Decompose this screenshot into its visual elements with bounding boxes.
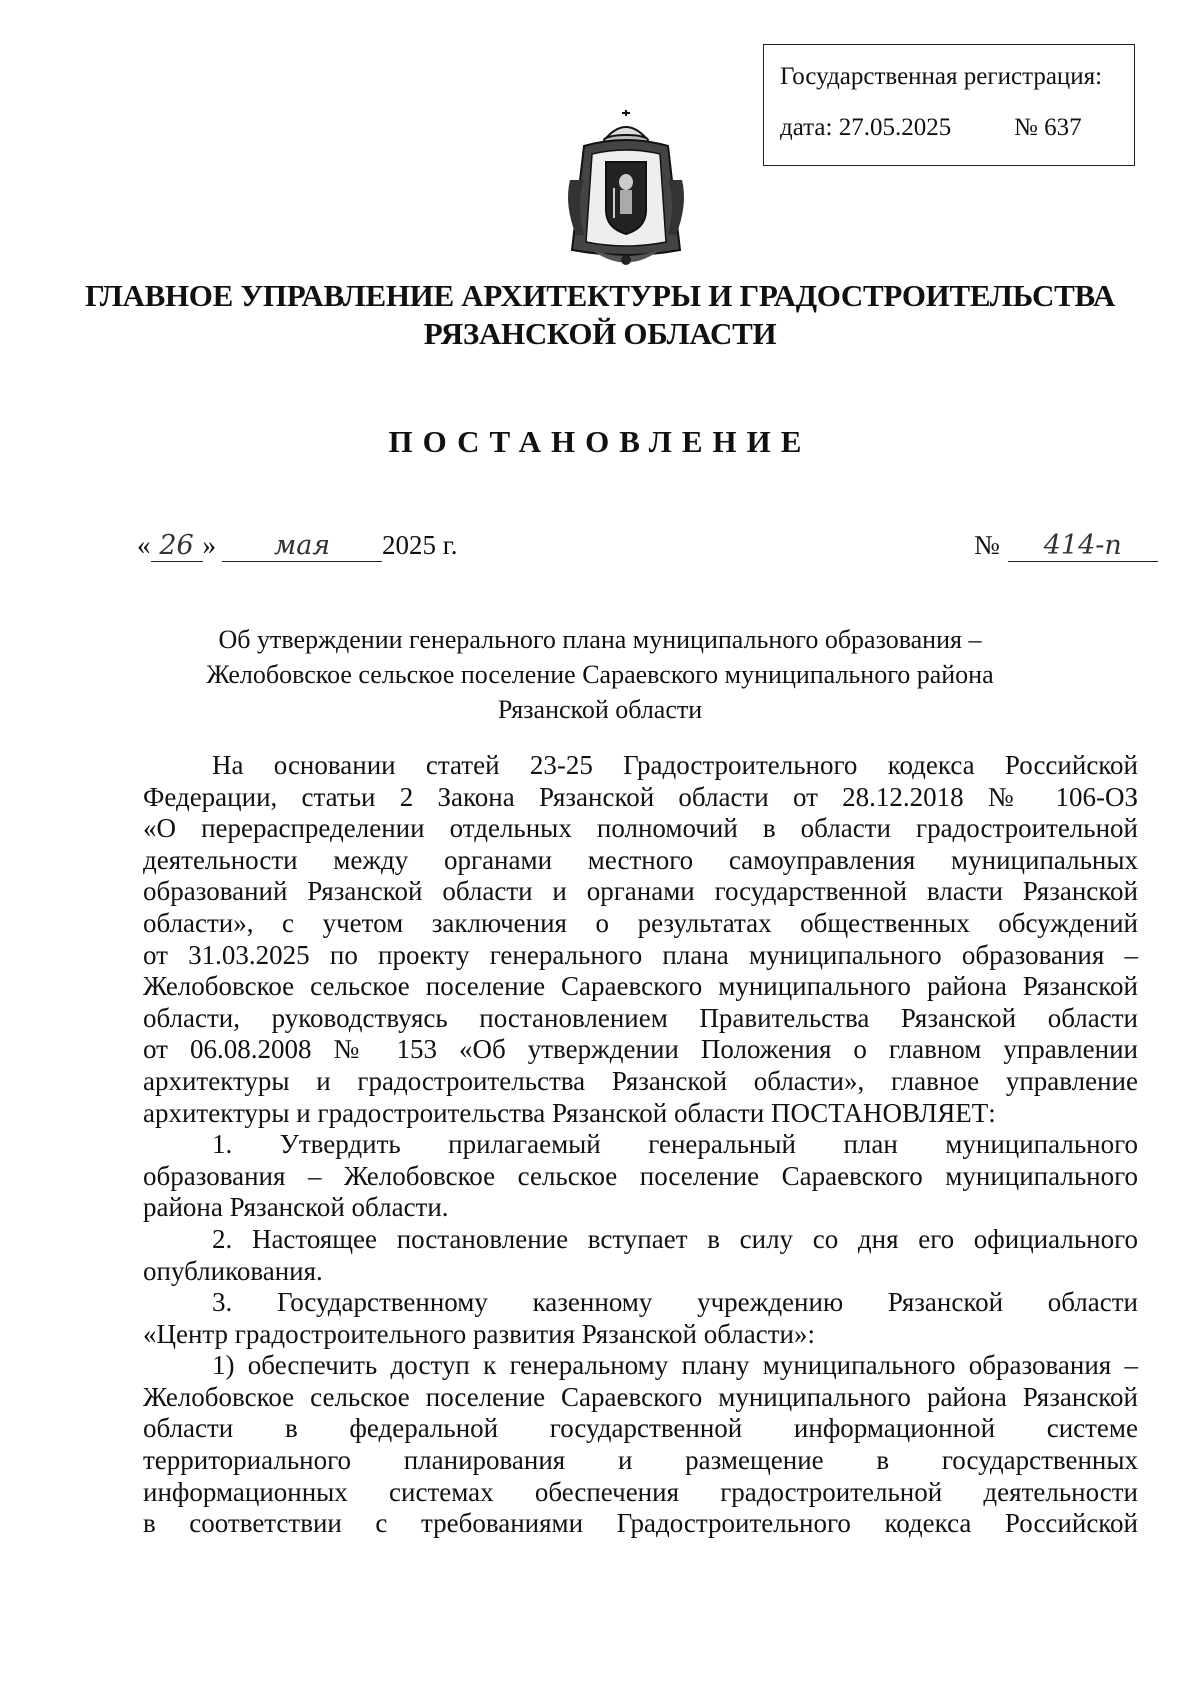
organization-name-line1: ГЛАВНОЕ УПРАВЛЕНИЕ АРХИТЕКТУРЫ И ГРАДОСТРОИТЕЛЬСТВА [84, 278, 1115, 313]
date-year: 2025 г. [382, 530, 458, 560]
document-number-label: № [974, 530, 1000, 560]
body-line: Федерации, статьи 2 Закона Рязанской области от 28.12.2018 № 106-ОЗ [143, 781, 1138, 812]
body-line: опубликования. [143, 1255, 323, 1286]
registration-stamp [763, 44, 1135, 166]
body-line: Желобовское сельское поселение Сараевского муниципального района Рязанской [143, 971, 1138, 1002]
body-line: «О перераспределении отдельных полномочий в области градостроительной [143, 813, 1138, 844]
date-open-quote: « [137, 530, 151, 560]
ryazan-coat-of-arms-icon [562, 110, 690, 275]
document-body [143, 750, 1138, 1540]
registration-number: № 637 [1014, 114, 1082, 141]
date-month-handwritten: мая [222, 530, 382, 562]
body-line: области в федеральной государственной информационной системе [143, 1413, 1138, 1444]
body-line: от 06.08.2008 № 153 «Об утверждении Положения о главном управлении [143, 1034, 1138, 1065]
document-subject [140, 622, 1060, 727]
document-type-heading: ПОСТАНОВЛЕНИЕ [388, 424, 812, 459]
subject-line: Об утверждении генерального плана муниципального образования – [218, 625, 982, 654]
body-line: 1) обеспечить доступ к генеральному плану муниципального образования – [212, 1350, 1138, 1381]
document-date [137, 530, 458, 562]
subject-line: Желобовское сельское поселение Сараевского муниципального района [206, 660, 994, 689]
document-number [974, 530, 1158, 562]
body-line: деятельности между органами местного самоуправления муниципальных [143, 844, 1138, 875]
registration-title: Государственная регистрация: [780, 63, 1103, 90]
body-line: архитектуры и градостроительства Рязанской области ПОСТАНОВЛЯЕТ: [143, 1097, 996, 1128]
body-line: образований Рязанской области и органами государственной власти Рязанской [143, 876, 1138, 907]
organization-name-line2: РЯЗАНСКОЙ ОБЛАСТИ [423, 316, 777, 351]
body-line: информационных системах обеспечения градостроительной деятельности [143, 1476, 1138, 1507]
body-line: архитектуры и градостроительства Рязанской области», главное управление [143, 1065, 1138, 1096]
body-line: 2. Настоящее постановление вступает в силу со дня его официального [212, 1223, 1138, 1254]
registration-date: дата: 27.05.2025 [780, 114, 952, 141]
body-line: 1. Утвердить прилагаемый генеральный план муниципального [212, 1129, 1138, 1160]
body-line: территориального планирования и размещение в государственных [143, 1445, 1138, 1476]
body-line: 3. Государственному казенному учреждению Рязанской области [212, 1287, 1138, 1318]
document-number-handwritten: 414-п [1008, 530, 1158, 562]
body-line: области», с учетом заключения о результатах общественных обсуждений [143, 907, 1138, 938]
body-line: от 31.03.2025 по проекту генерального плана муниципального образования – [143, 939, 1138, 970]
subject-line: Рязанской области [497, 695, 703, 724]
body-line: На основании статей 23-25 Градостроительного кодекса Российской [212, 750, 1138, 780]
body-line: района Рязанской области. [143, 1192, 449, 1223]
body-line: в соответствии с требованиями Градостроительного кодекса Российской [143, 1508, 1138, 1539]
date-day-handwritten: 26 [151, 530, 203, 562]
body-line: Желобовское сельское поселение Сараевского муниципального района Рязанской [143, 1381, 1138, 1412]
date-close-quote: » [202, 530, 216, 560]
body-line: образования – Желобовское сельское поселение Сараевского муниципального [143, 1160, 1138, 1191]
body-line: области, руководствуясь постановлением Правительства Рязанской области [143, 1002, 1138, 1033]
body-line: «Центр градостроительного развития Рязанской области»: [143, 1318, 815, 1349]
